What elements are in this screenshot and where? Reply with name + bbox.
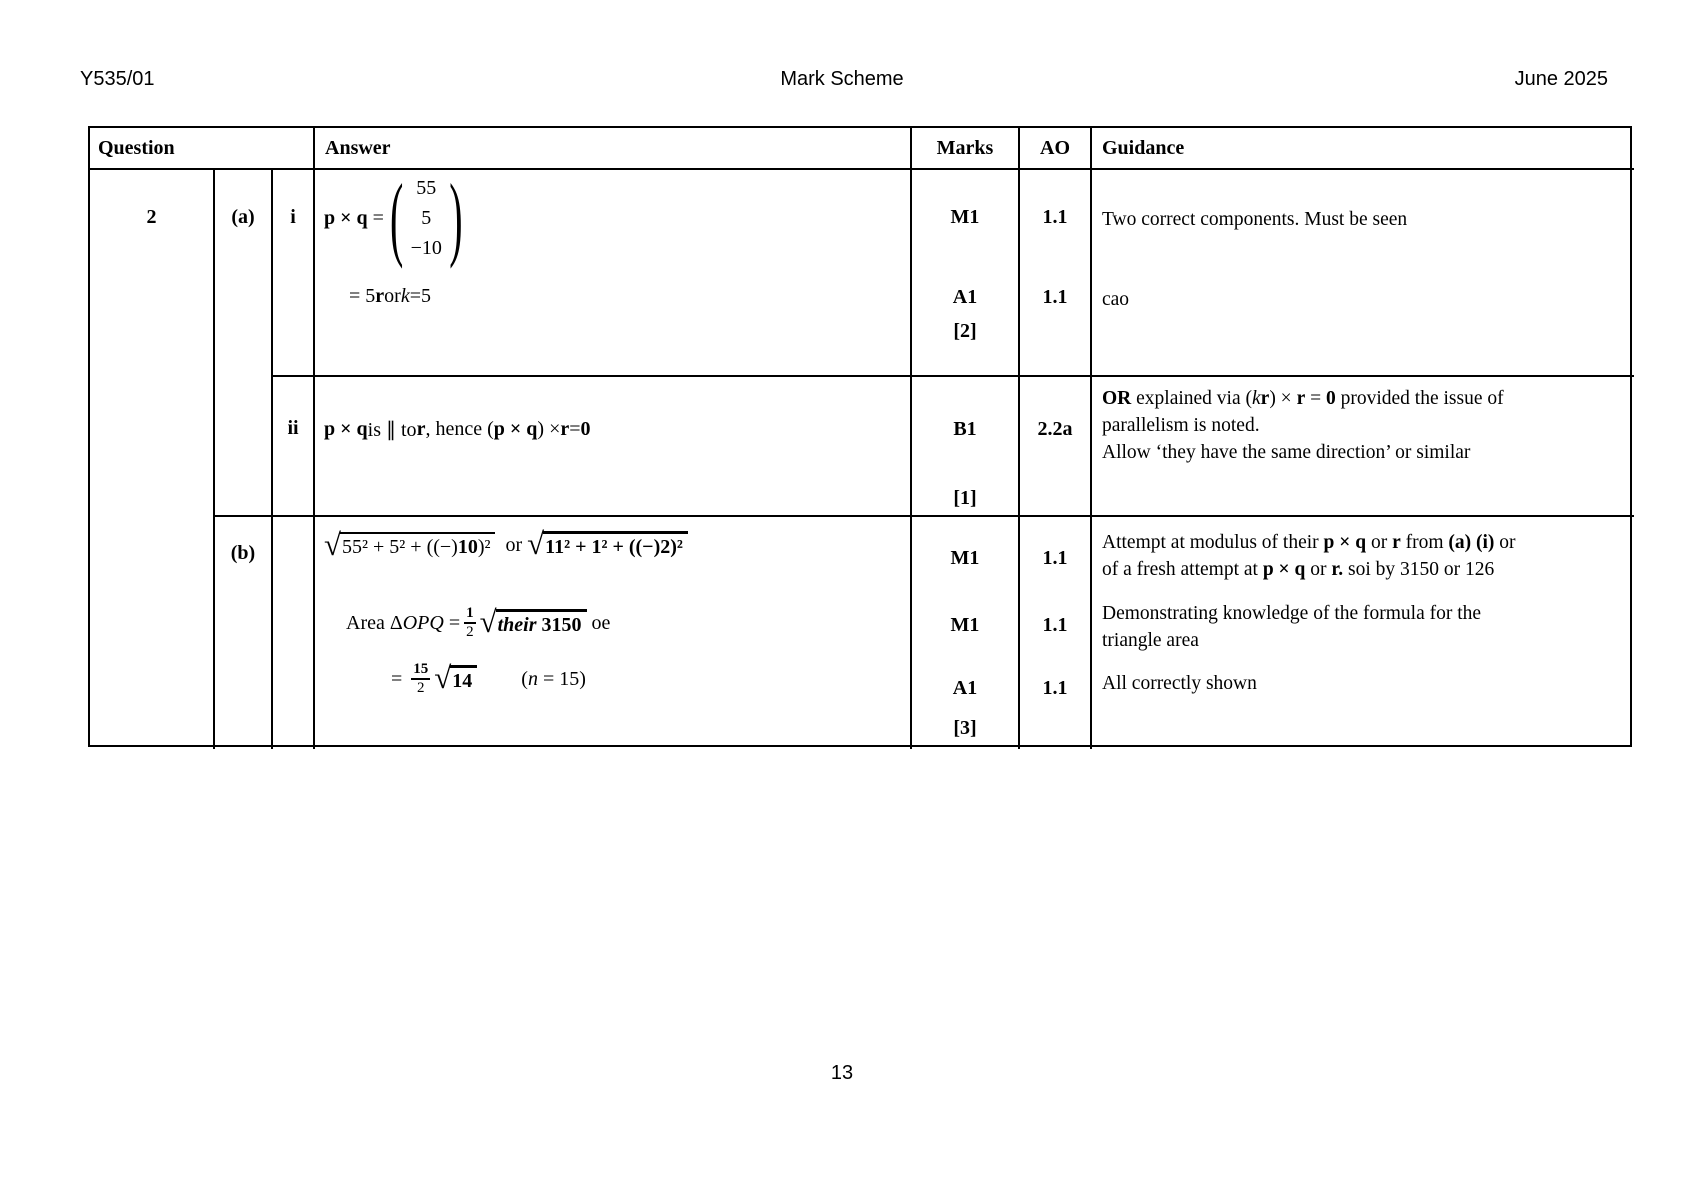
radicand: 11² + 1² + ((−)2)²	[543, 531, 688, 559]
equals-sign: =	[391, 667, 408, 690]
mark-total: [2]	[953, 320, 977, 342]
guidance-cell-a-i	[1092, 170, 1634, 377]
area-prefix: Area ΔOPQ =	[346, 611, 461, 634]
radical-symbol: √	[527, 526, 545, 561]
equation-modulus	[324, 526, 688, 562]
radical-symbol: √	[479, 604, 497, 640]
vector-components	[403, 173, 449, 263]
ao-code: 2.2a	[1037, 418, 1073, 440]
sqrt-expression	[324, 526, 495, 562]
sub-label-i: i	[273, 170, 315, 377]
guidance-text: Demonstrating knowledge of the formula for the triangle area	[1102, 603, 1482, 651]
document-title: Mark Scheme	[780, 68, 904, 90]
denominator: 2	[417, 680, 425, 697]
paper-code: Y535/01	[80, 68, 155, 90]
ao-cell-a-i	[1020, 170, 1092, 377]
guidance-text: cao	[1102, 289, 1130, 310]
guidance-text: OR explained via (kr) × r = 0 provided the issue of parallelism is noted. Allow ‘they have the same direction’ or similar	[1102, 388, 1504, 463]
n-value-note: (n = 15)	[521, 667, 586, 690]
equation-cross-product	[324, 163, 463, 270]
guidance-text: Attempt at modulus of their p × q or r from (a) (i) or of a fresh attempt at p × q or r. soi by 3150 or 126	[1102, 532, 1516, 580]
equation-lhs: p × q =	[324, 206, 384, 229]
column-vector	[389, 163, 463, 270]
mark-code: B1	[953, 418, 977, 440]
guidance-text: Two correct components. Must be seen	[1102, 209, 1408, 230]
mark-code: M1	[950, 614, 980, 636]
ao-cell-a-ii	[1020, 377, 1092, 517]
ao-code: 1.1	[1042, 547, 1068, 569]
column-header-marks: Marks	[912, 128, 1020, 170]
column-header-guidance: Guidance	[1092, 128, 1634, 170]
ao-code: 1.1	[1042, 677, 1068, 699]
marks-cell-a-ii	[912, 377, 1020, 517]
ao-cell-b	[1020, 517, 1092, 749]
vector-component: −10	[410, 237, 442, 259]
mark-scheme-table	[88, 126, 1632, 747]
numerator: 15	[411, 661, 430, 680]
mark-total: [3]	[953, 717, 977, 739]
sqrt-expression	[527, 526, 688, 561]
sub-label-ii: ii	[273, 377, 315, 517]
mark-total: [1]	[953, 487, 977, 509]
marks-cell-b	[912, 517, 1020, 749]
answer-cell-b	[315, 517, 912, 749]
marks-cell-a-i	[912, 170, 1020, 377]
column-header-answer: Answer	[315, 128, 912, 170]
sub-label-empty	[273, 517, 315, 749]
radicand: 14	[450, 665, 477, 693]
answer-cell-a-ii	[315, 377, 912, 517]
guidance-cell-a-ii	[1092, 377, 1634, 517]
oe-suffix: oe	[586, 611, 611, 634]
mark-code: M1	[950, 206, 980, 228]
equation-area	[346, 605, 610, 642]
left-paren: (	[389, 163, 404, 270]
radicand: 55² + 5² + ((−)10)²	[340, 532, 495, 559]
guidance-cell-b	[1092, 517, 1634, 749]
vector-component: 55	[416, 177, 437, 199]
column-header-question: Question	[90, 128, 315, 170]
ao-code: 1.1	[1042, 206, 1068, 228]
radical-symbol: √	[324, 526, 342, 562]
column-header-ao: AO	[1020, 128, 1092, 170]
sqrt-expression	[434, 660, 477, 696]
equation-result: = 5 r or k =5	[349, 285, 432, 307]
page-header	[0, 68, 1684, 96]
radical-symbol: √	[434, 660, 452, 696]
radicand: their 3150	[496, 609, 587, 637]
sqrt-expression	[479, 604, 587, 640]
equation-parallel-statement: p × q is ∥ to r , hence ( p × q ) × r = 0	[324, 418, 591, 441]
mark-code: A1	[952, 677, 978, 699]
equation-final	[391, 661, 586, 698]
numerator: 1	[464, 605, 476, 624]
or-text: or	[495, 533, 528, 556]
question-number: 2	[90, 170, 215, 749]
mark-code: M1	[950, 547, 980, 569]
right-paren: )	[449, 163, 463, 270]
fraction-fifteen-halves	[411, 661, 430, 698]
mark-code: A1	[952, 286, 978, 308]
page-number: 13	[830, 1062, 854, 1084]
fraction-one-half	[464, 605, 476, 642]
part-label-b: (b)	[215, 517, 273, 749]
part-label-a: (a)	[215, 170, 273, 517]
guidance-text: All correctly shown	[1102, 673, 1257, 694]
ao-code: 1.1	[1042, 614, 1068, 636]
ao-code: 1.1	[1042, 286, 1068, 308]
session-date: June 2025	[1514, 68, 1608, 90]
vector-component: 5	[421, 207, 432, 229]
denominator: 2	[466, 624, 474, 641]
answer-cell-a-i	[315, 163, 912, 377]
